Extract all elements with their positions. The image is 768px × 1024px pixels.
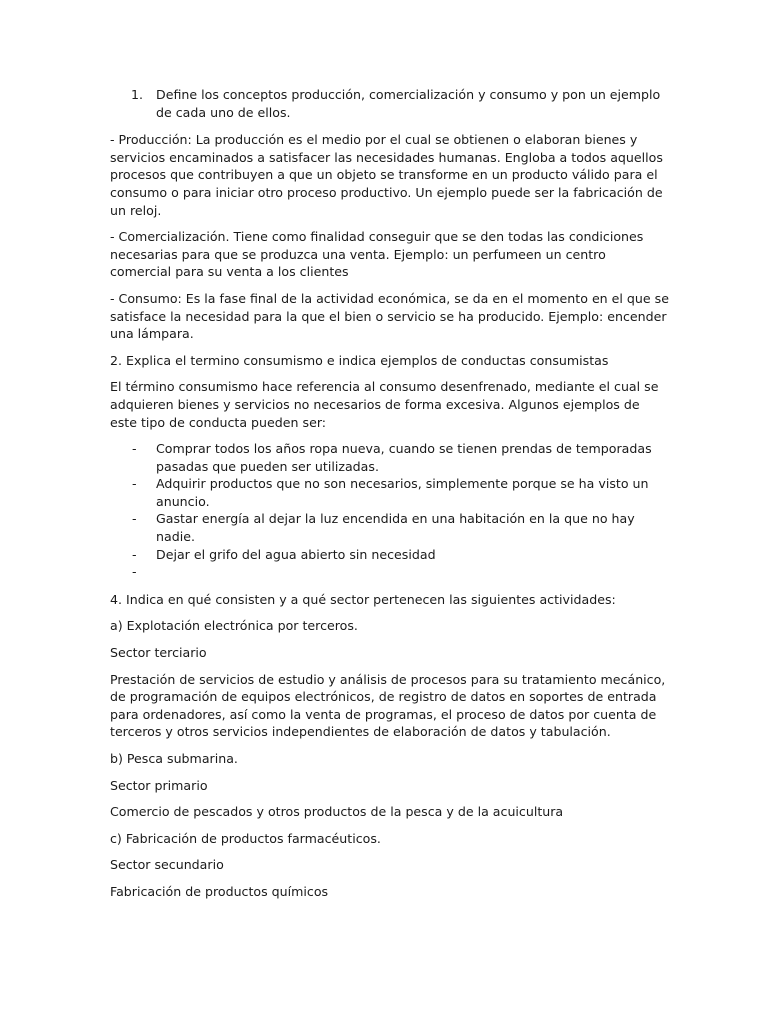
list-item-text: Gastar energía al dejar la luz encendida en una habitación en la que no hay nadie. — [156, 511, 635, 545]
list-item-text: Dejar el grifo del agua abierto sin necesidad — [156, 546, 436, 562]
question-1-number: 1. — [131, 87, 144, 102]
activity-c-description: Fabricación de productos químicos — [110, 883, 329, 899]
activity-b-sector: Sector primario — [110, 777, 208, 793]
list-dash: - — [132, 546, 137, 562]
consumo-paragraph: - Consumo: Es la fase final de la actividad económica, se da en el momento en el que se satisface la necesidad para la que el bien o servicio se ha producido. Ejemplo: encender una lámpara. — [110, 290, 669, 342]
question-1-text: Define los conceptos producción, comercialización y consumo y pon un ejemplo de cada uno de ellos. — [156, 87, 661, 120]
produccion-paragraph: - Producción: La producción es el medio por el cual se obtienen o elaboran bienes y servicios encaminados a satisfacer las necesidades humanas. Engloba a todos aquellos procesos que contribuyen a que un objeto se transforme en un producto válido para el consumo o para iniciar otro proceso productivo. Un ejemplo puede ser la fabricación de un reloj. — [110, 132, 663, 218]
list-item — [110, 475, 670, 510]
list-dash: - — [132, 511, 137, 527]
activity-c-title: c) Fabricación de productos farmacéuticos. — [110, 830, 381, 846]
question-4: 4. Indica en qué consisten y a qué sector pertenecen las siguientes actividades: — [110, 591, 616, 607]
activity-a-title: a) Explotación electrónica por terceros. — [110, 618, 358, 634]
activity-a-description: Prestación de servicios de estudio y análisis de procesos para su tratamiento mecánico, de programación de equipos electrónicos, de registro de datos en soportes de entrada para ordenadores, así como la venta de programas, el proceso de datos por cuenta de terceros y otros servicios independientes de elaboración de datos y tabulación. — [110, 671, 666, 740]
activity-a-sector: Sector terciario — [110, 645, 207, 661]
activity-b-description: Comercio de pescados y otros productos de la pesca y de la acuicultura — [110, 804, 564, 820]
comercializacion-paragraph: - Comercialización. Tiene como finalidad conseguir que se den todas las condiciones necesarias para que se produzca una venta. Ejemplo: un perfumeen un centro comercial para su venta a los clientes — [110, 229, 644, 280]
list-item — [110, 510, 670, 545]
list-dash: - — [132, 441, 137, 457]
list-item — [110, 546, 670, 564]
consumismo-paragraph: El término consumismo hace referencia al consumo desenfrenado, mediante el cual se adquieren bienes y servicios no necesarios de forma excesiva. Algunos ejemplos de este tipo de conducta pueden ser: — [110, 379, 659, 430]
list-dash: - — [132, 476, 137, 492]
question-1 — [110, 86, 670, 121]
list-dash: - — [132, 564, 137, 580]
question-2: 2. Explica el termino consumismo e indica ejemplos de conductas consumistas — [110, 352, 609, 368]
list-item-text: Adquirir productos que no son necesarios, simplemente porque se ha visto un anuncio. — [156, 476, 649, 509]
consumismo-examples-list — [110, 440, 670, 581]
list-item-text: Comprar todos los años ropa nueva, cuando se tienen prendas de temporadas pasadas que pueden ser utilizadas. — [156, 441, 652, 474]
list-item — [110, 563, 670, 581]
list-item — [110, 440, 670, 475]
activity-b-title: b) Pesca submarina. — [110, 751, 238, 766]
activity-c-sector: Sector secundario — [110, 857, 224, 873]
document-page — [110, 86, 670, 910]
